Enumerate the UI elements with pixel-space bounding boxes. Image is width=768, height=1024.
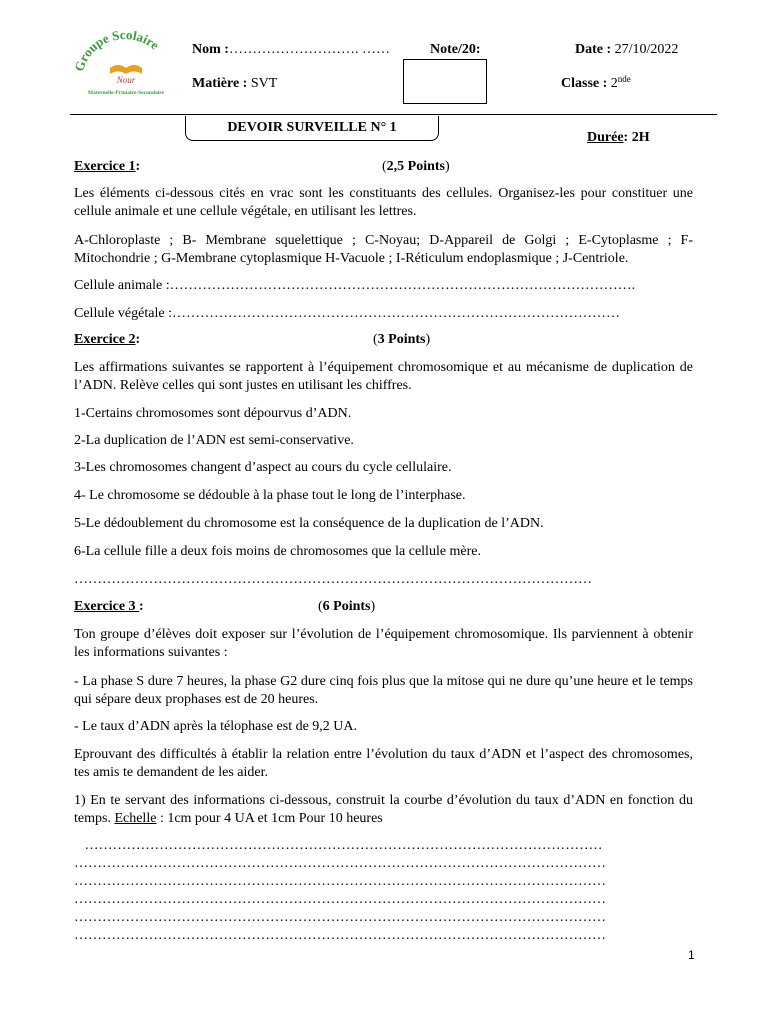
ex1-list: A-Chloroplaste ; B- Membrane squelettique ; C-Noyau; D-Appareil de Golgi ; E-Cytoplasme ; F-Mitochondrie ; G-Membrane cytoplasmique H-Vacuole ; I-Réticulum endoplasmique ; J-Centriole. bbox=[74, 233, 693, 266]
matiere-field bbox=[192, 76, 277, 92]
ex3-dots-6: …………………………………………………………………………………………………… bbox=[74, 928, 606, 943]
ex3-dots-5: …………………………………………………………………………………………………… bbox=[74, 910, 606, 925]
ex1-heading: Exercice 1: bbox=[74, 159, 141, 174]
ex1-title: Exercice 1 bbox=[74, 159, 136, 174]
ex1-cellule-animale: Cellule animale :………………………………………………………………………………………. bbox=[74, 278, 636, 293]
logo-bottom-text: Maternelle-Primaire-Secondaire bbox=[87, 90, 165, 96]
ex3-heading bbox=[74, 599, 144, 615]
exam-title-box bbox=[185, 116, 439, 141]
ex2-item-6: 6-La cellule fille a deux fois moins de chromosomes que la cellule mère. bbox=[74, 544, 482, 559]
matiere-value: SVT bbox=[250, 76, 278, 91]
classe-sup: nde bbox=[617, 74, 631, 84]
ex3-points-close: ) bbox=[370, 599, 376, 614]
note-label: Note/20: bbox=[430, 42, 481, 57]
ex3-dots-3: …………………………………………………………………………………………………… bbox=[74, 874, 606, 889]
ex3-difficulty: Eprouvant des difficultés à établir la relation entre l’évolution du taux d’ADN et l’aspect des chromosomes, tes amis te demandent de les aider. bbox=[74, 747, 693, 780]
matiere-label: Matière : bbox=[192, 76, 248, 91]
ex2-points-value: 3 Points bbox=[377, 332, 426, 347]
ex2-intro: Les affirmations suivantes se rapportent à l’équipement chromosomique et au mécanisme de duplication de l’ADN. Relève celles qui sont justes en utilisant les chiffres. bbox=[74, 360, 693, 393]
ex3-dots-2: …………………………………………………………………………………………………… bbox=[74, 856, 606, 871]
ex2-heading: Exercice 2: bbox=[74, 332, 141, 347]
ex2-item-2: 2-La duplication de l’ADN est semi-conservative. bbox=[74, 433, 354, 448]
ex2-item-1: 1-Certains chromosomes sont dépourvus d’ADN. bbox=[74, 406, 352, 421]
header-rule bbox=[70, 114, 717, 115]
ex1-cellule-vegetale: Cellule végétale :…………………………………………………………………………………… bbox=[74, 306, 620, 321]
ex2-title: Exercice 2 bbox=[74, 332, 136, 347]
ex3-dots-4: …………………………………………………………………………………………………… bbox=[74, 892, 606, 907]
ex1-points bbox=[382, 159, 450, 175]
date-label: Date : bbox=[575, 42, 612, 57]
page-number: 1 bbox=[688, 948, 695, 962]
ex1-points-open: ( bbox=[382, 159, 387, 174]
duree-value: : 2H bbox=[623, 130, 650, 145]
nom-field bbox=[192, 42, 390, 58]
classe-field bbox=[561, 76, 631, 92]
ex1-points-value: 2,5 Points bbox=[386, 159, 446, 174]
ex3-info-1: - La phase S dure 7 heures, la phase G2 dure cinq fois plus que la mitose qui ne dure qu’une heure et le temps qui sépare deux prophases est de 20 heures. bbox=[74, 674, 693, 707]
ex2-item-5: 5-Le dédoublement du chromosome est la conséquence de la duplication de l’ADN. bbox=[74, 516, 544, 531]
ex3-info-2: - Le taux d’ADN après la télophase est de 9,2 UA. bbox=[74, 719, 358, 734]
date-field bbox=[575, 42, 678, 58]
logo-center-text: Nour bbox=[116, 75, 136, 85]
ex3-points bbox=[318, 599, 375, 615]
ex3-points-open: ( bbox=[318, 599, 323, 614]
school-logo bbox=[70, 28, 180, 98]
classe-label: Classe : bbox=[561, 76, 608, 91]
nom-label: Nom : bbox=[192, 42, 229, 57]
nom-dots: ………………………. …… bbox=[228, 42, 390, 57]
exam-title: DEVOIR SURVEILLE N° 1 bbox=[227, 120, 397, 135]
logo-arc-text: Groupe Scolaire bbox=[71, 28, 163, 74]
ex3-q1-rest: : 1cm pour 4 UA et 1cm Pour 10 heures bbox=[156, 811, 383, 826]
ex2-item-3: 3-Les chromosomes changent d’aspect au cours du cycle cellulaire. bbox=[74, 460, 452, 475]
ex3-title: Exercice 3 bbox=[74, 599, 140, 614]
duree-label: Durée bbox=[587, 130, 624, 145]
ex1-intro: Les éléments ci-dessous cités en vrac sont les constituants des cellules. Organisez-les pour constituer une cellule animale et une cellule végétale, en utilisant les lettres. bbox=[74, 186, 693, 219]
ex2-points-close: ) bbox=[425, 332, 431, 347]
ex2-points bbox=[373, 332, 430, 348]
note-box bbox=[403, 59, 487, 104]
ex2-points-open: ( bbox=[373, 332, 378, 347]
ex1-points-close: ) bbox=[445, 159, 450, 174]
ex3-q1-text: 1) En te servant des informations ci-dessous, construit la courbe d’évolution du taux d’ADN en fonction du temps. bbox=[74, 793, 693, 826]
date-value: 27/10/2022 bbox=[614, 42, 679, 57]
ex3-points-value: 6 Points bbox=[322, 599, 371, 614]
ex3-dots-1: ………………………………………………………………………………………………… bbox=[74, 838, 603, 853]
duree-field bbox=[587, 130, 650, 146]
ex3-question-1 bbox=[74, 792, 693, 828]
ex3-q1-echelle: Echelle bbox=[114, 811, 157, 826]
classe-value: 2 bbox=[610, 76, 618, 91]
ex2-answer-line: ………………………………………………………………………………………………… bbox=[74, 572, 592, 587]
logo-graphic bbox=[70, 28, 180, 98]
ex3-colon: : bbox=[139, 599, 144, 614]
ex3-intro: Ton groupe d’élèves doit exposer sur l’évolution de l’équipement chromosomique. Ils parviennent à obtenir les informations suivantes : bbox=[74, 627, 693, 660]
ex2-item-4: 4- Le chromosome se dédouble à la phase tout le long de l’interphase. bbox=[74, 488, 466, 503]
